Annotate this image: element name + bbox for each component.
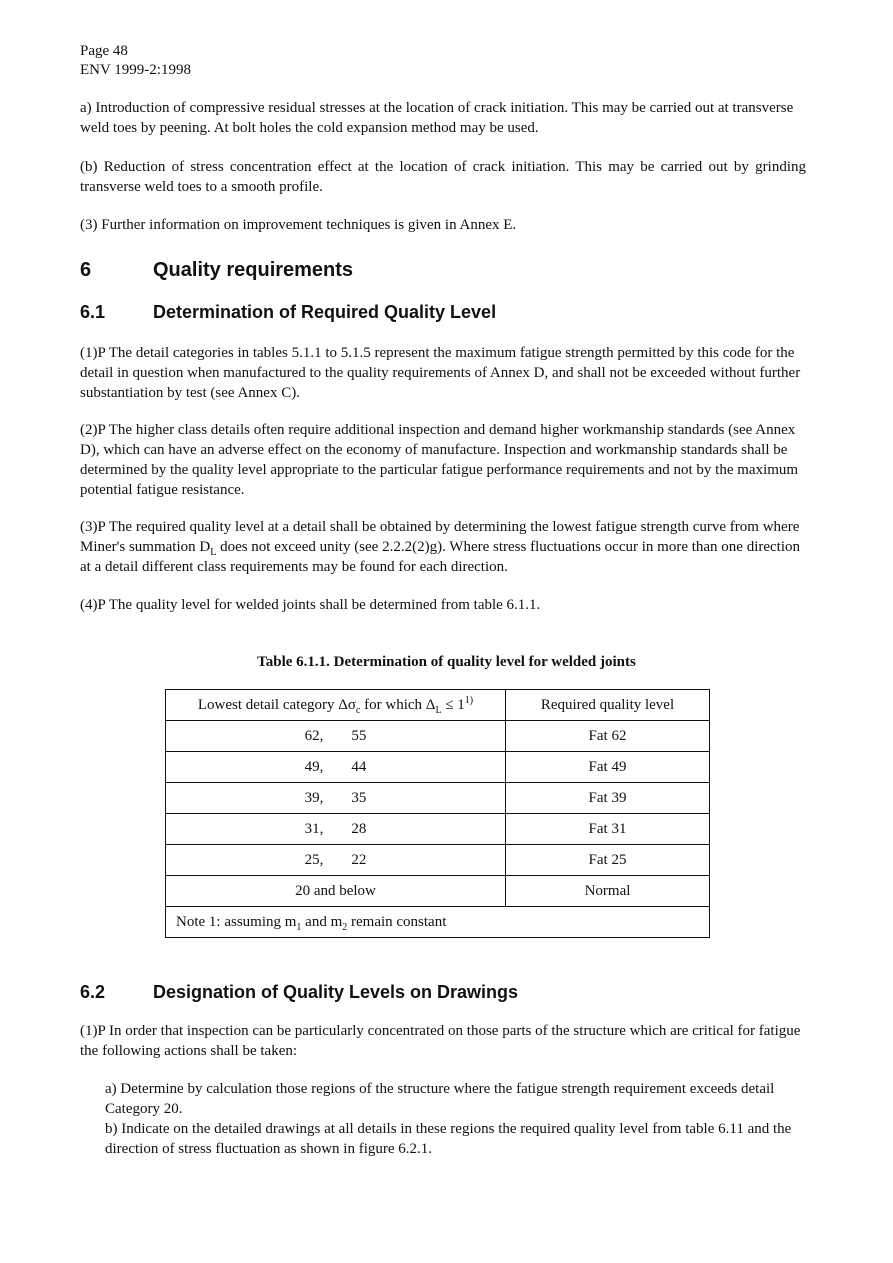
table-cell-category — [166, 752, 506, 783]
page-number: Page 48 — [80, 43, 128, 59]
header-sup: 1) — [464, 694, 474, 706]
table-row — [166, 752, 710, 783]
table-row — [166, 814, 710, 845]
table-cell-level: Normal — [506, 876, 710, 907]
category-b: 35 — [351, 789, 367, 806]
category-a: 49, — [304, 758, 324, 775]
table-cell-level: Fat 39 — [506, 783, 710, 814]
table-cell-level: Fat 62 — [506, 721, 710, 752]
quality-level-table — [165, 689, 710, 938]
note-text-2: and m — [301, 913, 343, 930]
section-6-1-number: 6.1 — [80, 302, 106, 322]
table-cell-level: Fat 25 — [506, 845, 710, 876]
table-cell-level: Fat 31 — [506, 814, 710, 845]
table-cell-level: Fat 49 — [506, 752, 710, 783]
intro-item-b: (b) Reduction of stress concentration effect at the location of crack initiation. This may be carried out by grinding transverse weld toes to a smooth profile. — [80, 159, 806, 195]
category-b: 44 — [351, 758, 367, 775]
section-6-2-title: Designation of Quality Levels on Drawings — [153, 982, 519, 1002]
table-cell-category: 20 and below — [166, 876, 506, 907]
header-text-1: Lowest detail category Δσ — [197, 696, 356, 713]
header-sub-1: c — [355, 704, 361, 716]
section-6-number: 6 — [80, 259, 92, 281]
header-text-2: for which Δ — [360, 696, 436, 713]
section-6-2-item-a: a) Determine by calculation those regions of the structure where the fatigue strength requirement exceeds detail Category 20. — [105, 1081, 775, 1117]
section-6-title: Quality requirements — [153, 259, 354, 281]
table-note — [166, 907, 710, 938]
section-6-1-title: Determination of Required Quality Level — [153, 302, 497, 322]
note-sub-1: 1 — [296, 921, 302, 933]
header-text-3: ≤ 1 — [441, 696, 465, 713]
note-text-1: Note 1: assuming m — [176, 913, 297, 930]
table-header-category — [166, 690, 506, 721]
table-cell-category — [166, 814, 506, 845]
category-b: 28 — [351, 820, 367, 837]
section-6-2-heading — [80, 982, 518, 1003]
table-cell-category — [166, 845, 506, 876]
category-a: 62, — [304, 727, 324, 744]
note-text-3: remain constant — [347, 913, 447, 930]
table-cell-category — [166, 721, 506, 752]
section-6-1-paragraph-3 — [80, 517, 806, 577]
table-note-row — [166, 907, 710, 938]
table-row — [166, 721, 710, 752]
paragraph-3-text-a: (3)P The required quality level at a detail shall be obtained by determining the lowest fatigue strength curve from where Miner's summation D — [80, 519, 800, 555]
section-6-2-paragraph-1: (1)P In order that inspection can be particularly concentrated on those parts of the structure which are critical for fatigue the following actions shall be taken: — [80, 1023, 801, 1059]
section-6-heading — [80, 259, 353, 282]
category-a: 39, — [304, 789, 324, 806]
section-6-2-number: 6.2 — [80, 982, 106, 1002]
table-header-level: Required quality level — [506, 690, 710, 721]
header-sub-2: L — [435, 704, 442, 716]
section-6-1-heading — [80, 302, 496, 323]
table-header-row — [166, 690, 710, 721]
category-b: 55 — [351, 727, 367, 744]
category-a: 31, — [304, 820, 324, 837]
standard-id: ENV 1999-2:1998 — [80, 62, 191, 78]
section-6-1-paragraph-2: (2)P The higher class details often require additional inspection and demand higher workmanship standards (see Annex D), which can have an adverse effect on the economy of manufacture. Inspection and workmanship standards shall be determined by the quality level appropriate to the particular fatigue performance requirements and not by the maximum potential fatigue resistance. — [80, 422, 799, 498]
section-6-2-item-b: b) Indicate on the detailed drawings at all details in these regions the required quality level from table 6.11 and the direction of stress fluctuation as shown in figure 6.2.1. — [105, 1121, 792, 1157]
table-row — [166, 876, 710, 907]
page-header — [80, 42, 191, 80]
category-a: 25, — [304, 851, 324, 868]
intro-item-a: a) Introduction of compressive residual stresses at the location of crack initiation. This may be carried out at transverse weld toes by peening. At bolt holes the cold expansion method may be used. — [80, 100, 794, 136]
category-b: 22 — [351, 851, 367, 868]
table-row — [166, 845, 710, 876]
paragraph-3-subscript: L — [210, 547, 217, 558]
paragraph-3-text-b: does not exceed unity (see 2.2.2(2)g). Where stress fluctuations occur in more than one direction at a detail different class requirements may be found for each direction. — [80, 539, 801, 575]
table-caption: Table 6.1.1. Determination of quality level for welded joints — [257, 654, 636, 670]
section-6-1-paragraph-4: (4)P The quality level for welded joints shall be determined from table 6.1.1. — [80, 597, 541, 613]
section-6-1-paragraph-1: (1)P The detail categories in tables 5.1.1 to 5.1.5 represent the maximum fatigue strength permitted by this code for the detail in question when manufactured to the quality requirements of Annex D, and shall not be exceeded without further substantiation by test (see Annex C). — [80, 345, 801, 401]
note-sub-2: 2 — [342, 921, 348, 933]
table-row — [166, 783, 710, 814]
table-cell-category — [166, 783, 506, 814]
intro-paragraph-3: (3) Further information on improvement techniques is given in Annex E. — [80, 217, 517, 233]
